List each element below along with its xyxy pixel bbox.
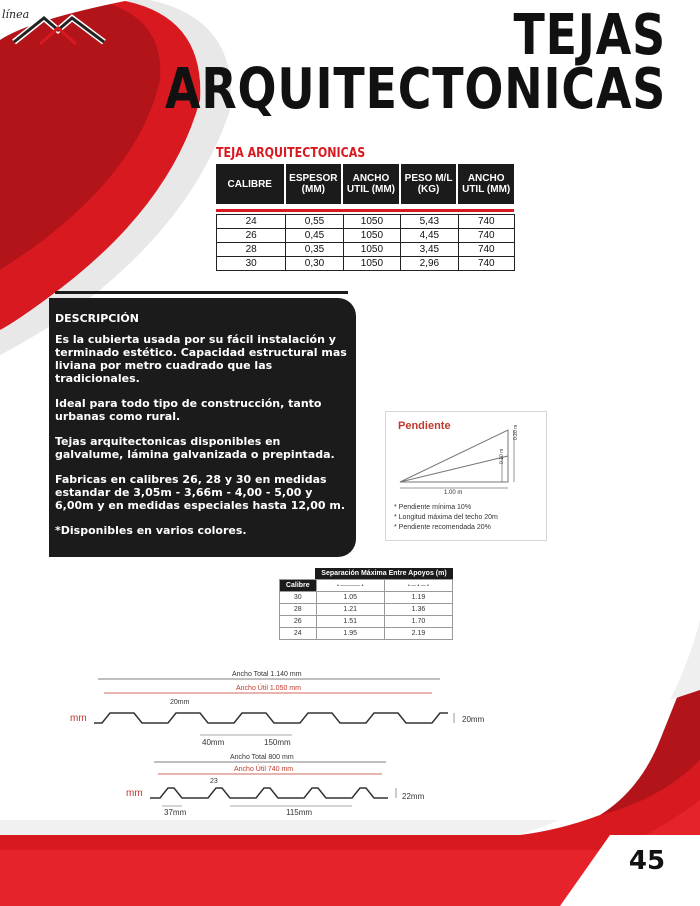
table-cell: 5,43 [401, 215, 458, 229]
profile-2-useful-width: Ancho Útil 740 mm [234, 766, 294, 773]
table-cell: 1.95 [316, 628, 384, 640]
support-spans-icon: • ———— • [316, 580, 384, 592]
description-paragraph: Ideal para todo tipo de construcción, tanto urbanas como rural. [55, 397, 322, 423]
table-row [217, 257, 515, 271]
page-number: 45 [628, 846, 666, 876]
table-cell: 1.19 [384, 592, 452, 604]
spec-col-header: ANCHO UTIL (MM) [343, 164, 399, 204]
table-cell: 4,45 [401, 229, 458, 243]
description-paragraph: *Disponibles en varios colores. [55, 524, 247, 537]
spec-col-header: CALIBRE [216, 164, 284, 204]
slope-diagram [385, 411, 547, 541]
table-cell: 24 [280, 628, 317, 640]
table-row [280, 628, 453, 640]
page-title-line2: ARQUITECTONICAS [164, 57, 666, 122]
table-cell: 740 [459, 215, 515, 229]
profile-1-unit: mm [70, 713, 87, 724]
table-row [280, 616, 453, 628]
profile-2-unit: mm [126, 788, 143, 799]
table-cell: 1050 [344, 215, 401, 229]
profile-1-height: 20mm [462, 715, 485, 724]
table-cell: 28 [217, 243, 286, 257]
table-cell: 740 [459, 243, 515, 257]
slope-note: * Pendiente recomendada 20% [394, 524, 491, 531]
spec-table-header [216, 164, 514, 204]
table-cell: 26 [217, 229, 286, 243]
slope-rise-large: 0.20 m [513, 424, 519, 440]
spec-red-rule [216, 209, 514, 212]
table-row [217, 215, 515, 229]
profile-1-useful-width: Ancho Útil 1.050 mm [236, 685, 301, 692]
profile-1-rib-top: 20mm [170, 699, 190, 706]
profile-2 [120, 750, 450, 825]
table-row [280, 604, 453, 616]
slope-note: * Pendiente mínima 10% [394, 504, 472, 511]
slope-rise-small: 0.10 m [499, 448, 505, 464]
slope-note: * Longitud máxima del techo 20m [394, 514, 498, 521]
table-row [280, 592, 453, 604]
spec-table-body [216, 214, 515, 271]
support-table [279, 568, 453, 640]
table-row [217, 243, 515, 257]
table-cell: 1050 [344, 229, 401, 243]
table-cell: 28 [280, 604, 317, 616]
profile-1-total-width: Ancho Total 1.140 mm [232, 671, 302, 678]
table-cell: 1.05 [316, 592, 384, 604]
table-cell: 1050 [344, 243, 401, 257]
profile-2-total-width: Ancho Total 800 mm [230, 754, 294, 761]
profile-1-drawing-icon [60, 665, 500, 755]
table-cell: 740 [459, 229, 515, 243]
brand-name: TREFITECHO [10, 46, 108, 61]
table-cell: 0,35 [286, 243, 343, 257]
table-cell: 1.36 [384, 604, 452, 616]
profile-2-height: 22mm [402, 792, 425, 801]
description-paragraph: Fabricas en calibres 26, 28 y 30 en medidas estandar de 3,05m - 3,66m - 4,00 - 5,00 y 6,00m y en medidas especiales hasta 12,00 m. [55, 473, 346, 512]
support-table-title: Separación Máxima Entre Apoyos (m) [315, 568, 453, 579]
table-cell: 0,30 [286, 257, 343, 271]
table-cell: 0,55 [286, 215, 343, 229]
description-heading: DESCRIPCIÓN [55, 312, 139, 325]
profile-2-drawing-icon [120, 750, 450, 825]
table-cell: 30 [217, 257, 286, 271]
table-cell: 2,96 [401, 257, 458, 271]
table-cell: 30 [280, 592, 317, 604]
profile-1 [60, 665, 500, 755]
table-cell: 1.21 [316, 604, 384, 616]
spec-col-header: ANCHO UTIL (MM) [458, 164, 514, 204]
brand-logo [0, 4, 130, 64]
spec-table-title: TEJA ARQUITECTONICAS [216, 146, 366, 161]
support-spans-icon: • — • — • [384, 580, 452, 592]
description-paragraph: Tejas arquitectonicas disponibles en galvalume, lámina galvanizada o prepintada. [55, 435, 335, 461]
spec-col-header: ESPESOR (MM) [286, 164, 342, 204]
profile-2-valley: 37mm [164, 808, 187, 817]
table-cell: 26 [280, 616, 317, 628]
table-cell: 1050 [344, 257, 401, 271]
table-cell: 3,45 [401, 243, 458, 257]
spec-col-header: PESO M/L (KG) [401, 164, 457, 204]
table-row [280, 580, 453, 592]
description-top-rule [55, 291, 348, 294]
description-paragraph: Es la cubierta usada por su fácil instalación y terminado estético. Capacidad estructural mas liviana por metro cuadrado que las tradicionales. [55, 333, 347, 385]
table-cell: 24 [217, 215, 286, 229]
slope-title: Pendiente [398, 420, 451, 432]
support-row-header: Calibre [280, 580, 317, 592]
description-box [49, 298, 356, 557]
table-cell: 1.70 [384, 616, 452, 628]
table-cell: 1.51 [316, 616, 384, 628]
brand-linea: línea [2, 8, 30, 21]
profile-2-rib-top: 23 [210, 778, 218, 785]
page-title-line1: TEJAS [513, 3, 666, 68]
table-row [217, 229, 515, 243]
table-cell: 0,45 [286, 229, 343, 243]
profile-2-pitch: 115mm [286, 808, 313, 817]
slope-run: 1.00 m [444, 490, 463, 496]
table-cell: 2.19 [384, 628, 452, 640]
profile-1-pitch: 150mm [264, 738, 291, 747]
profile-1-valley: 40mm [202, 738, 225, 747]
table-cell: 740 [459, 257, 515, 271]
